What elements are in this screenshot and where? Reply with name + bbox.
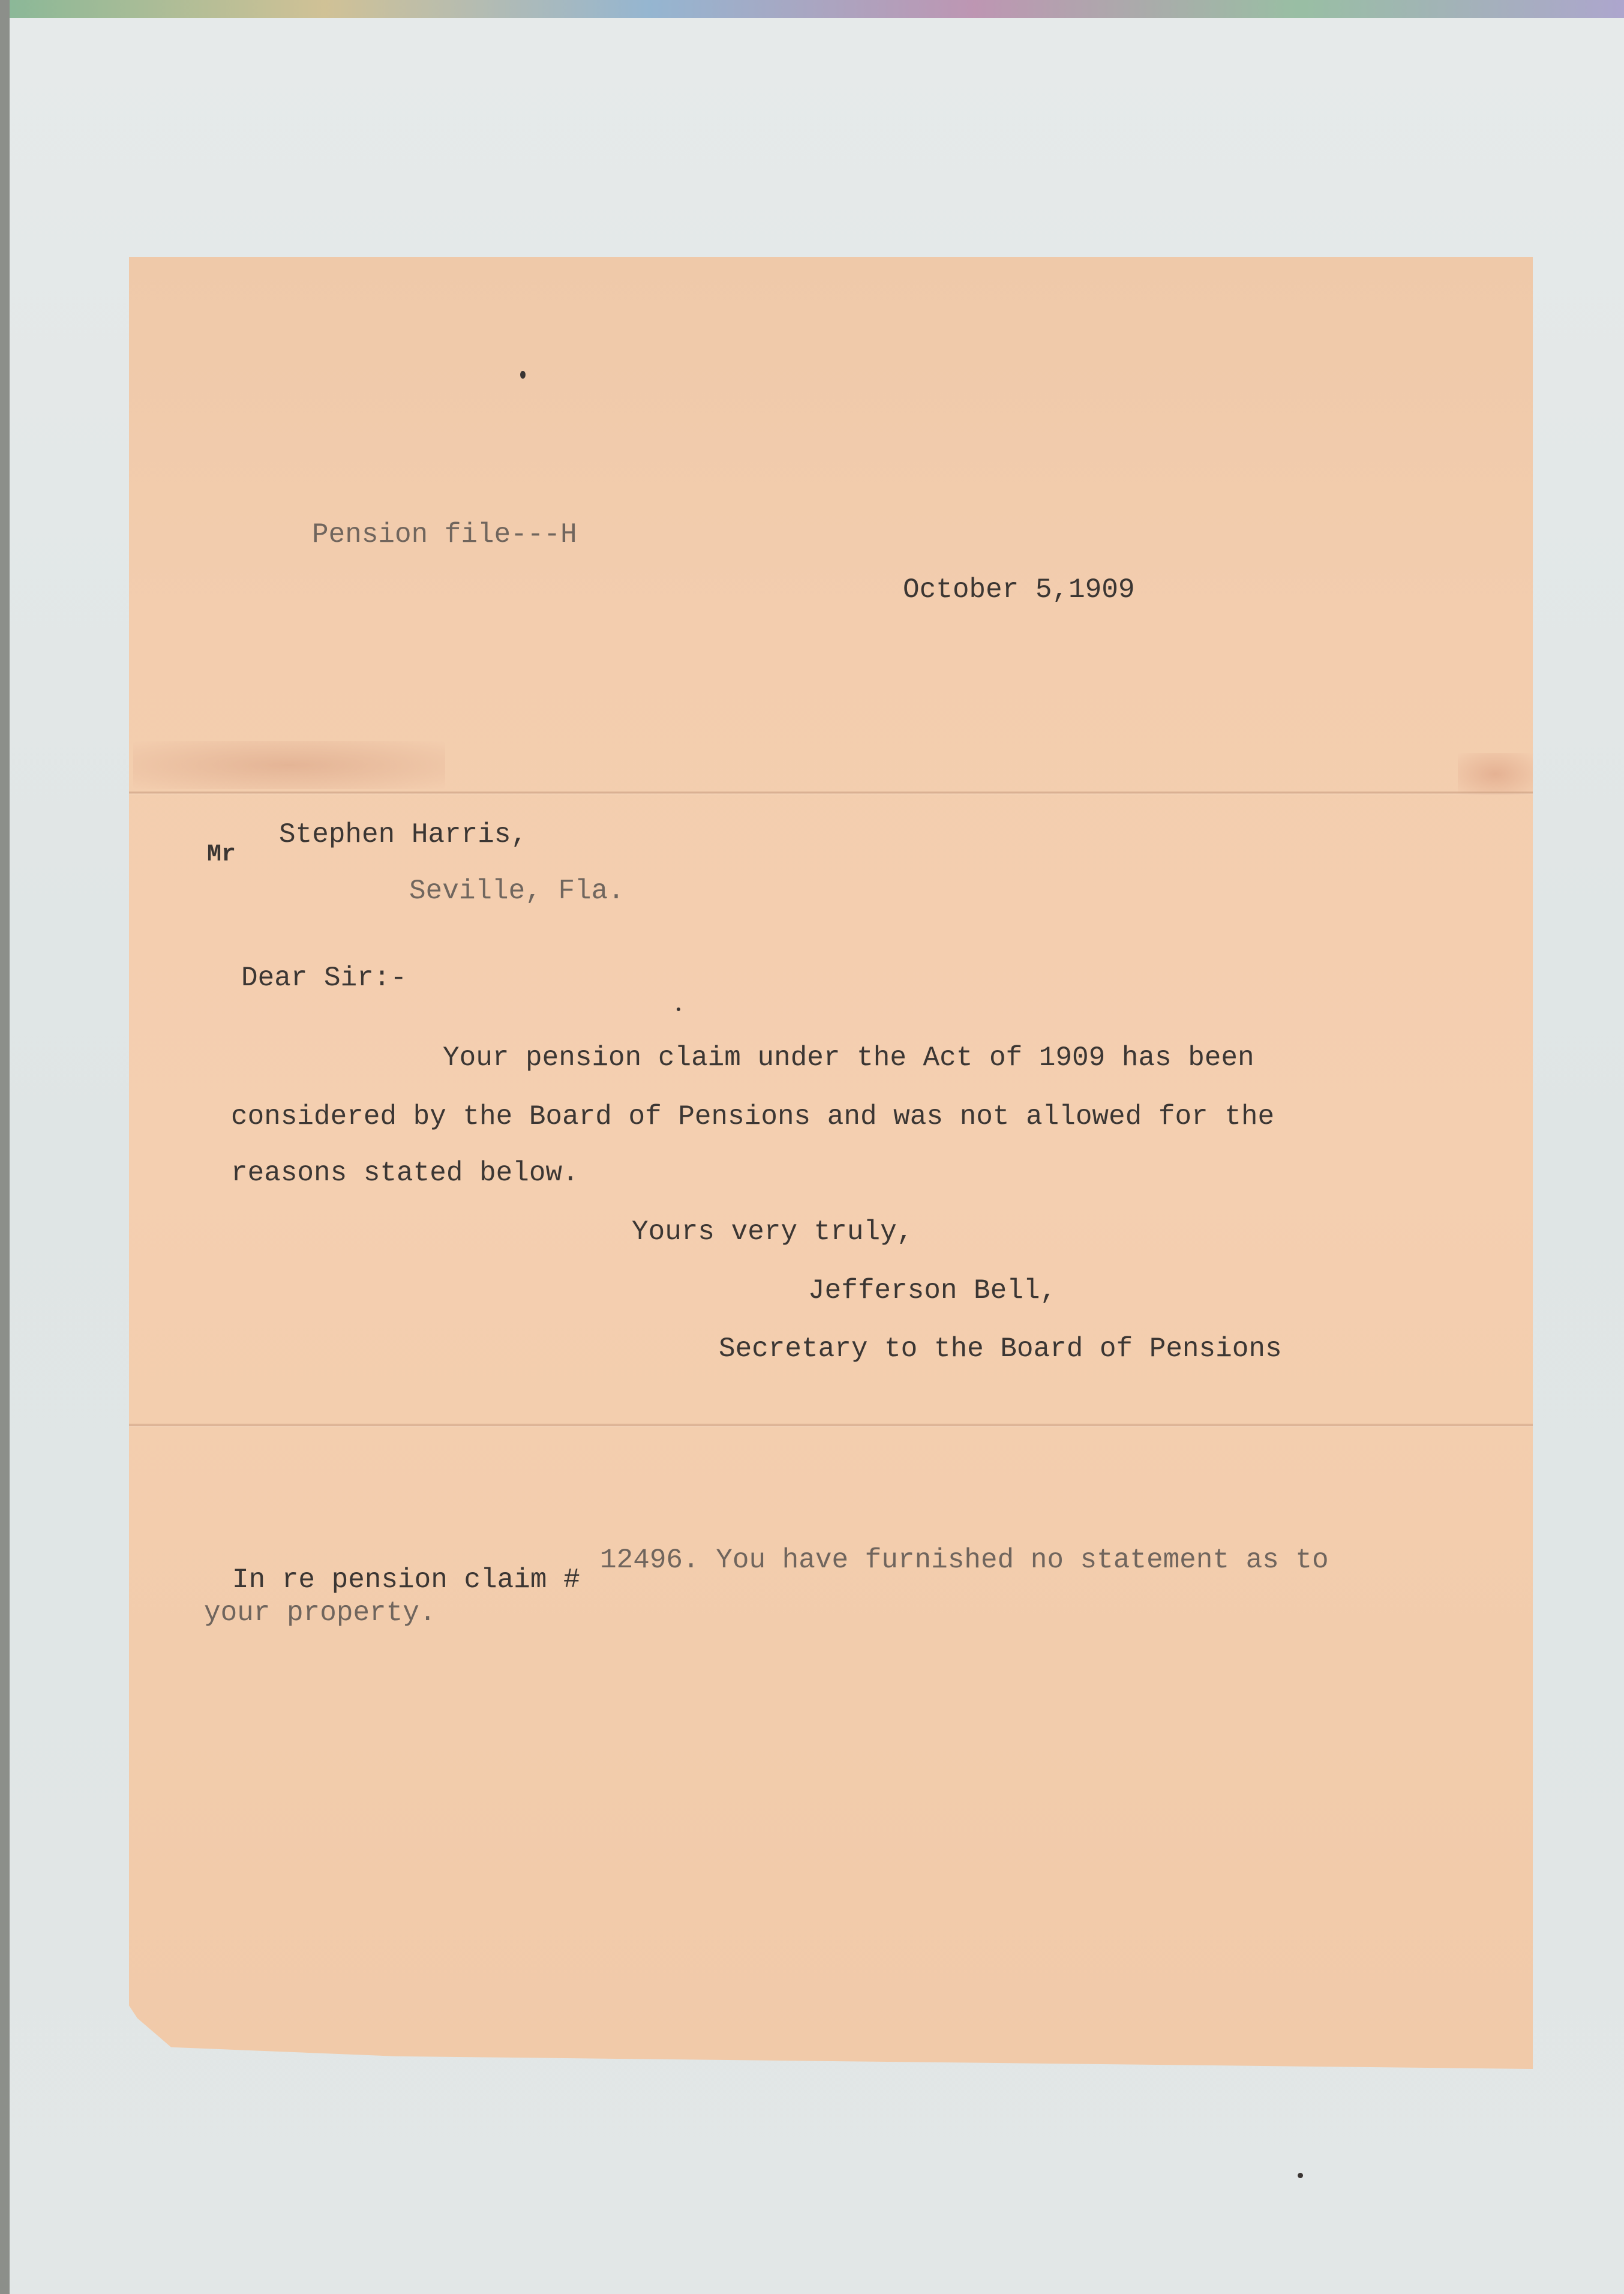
paper-stain	[1458, 753, 1533, 795]
claim-continued: your property.	[204, 1597, 436, 1629]
salutation-prefix: Mr	[207, 841, 236, 868]
fold-crease	[129, 1423, 1533, 1427]
body-line: Your pension claim under the Act of 1909 has been	[443, 1042, 1254, 1073]
greeting: Dear Sir:-	[241, 962, 407, 994]
letter-date: October 5,1909	[903, 574, 1135, 605]
file-reference: Pension file---H	[312, 519, 577, 550]
addressee-name: Stephen Harris,	[279, 819, 528, 850]
claim-prefix: In re pension claim #	[232, 1564, 580, 1596]
body-line: reasons stated below.	[231, 1158, 579, 1189]
addressee-place: Seville, Fla.	[409, 875, 625, 907]
fold-crease	[129, 791, 1533, 794]
scan-left-edge	[0, 0, 10, 2294]
ink-speck	[677, 1007, 680, 1011]
scan-top-edge	[0, 0, 1624, 18]
claim-detail: 12496. You have furnished no statement as to	[600, 1545, 1329, 1576]
body-line: considered by the Board of Pensions and was not allowed for the	[231, 1101, 1275, 1132]
signer-title: Secretary to the Board of Pensions	[719, 1333, 1282, 1365]
ink-speck	[520, 371, 526, 379]
closing: Yours very truly,	[632, 1216, 914, 1248]
paper-stain	[133, 741, 445, 789]
ink-speck	[1298, 2173, 1303, 2178]
signer-name: Jefferson Bell,	[808, 1275, 1057, 1306]
